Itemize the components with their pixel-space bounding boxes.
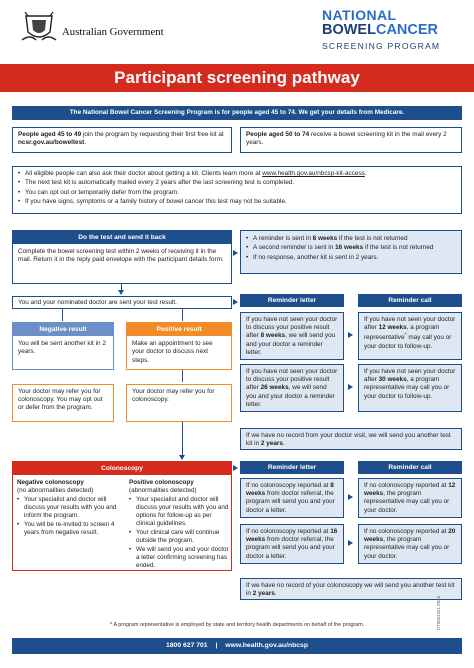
program-logo	[322, 8, 462, 54]
reminder-letter-8wk: If you have not seen your doctor to discuss your positive result after 8 weeks, we will send you and your doctor a reminder letter.	[240, 312, 344, 360]
do-test-heading: Do the test and send it back	[13, 231, 231, 244]
positive-colonoscopy-bullet: • We will send you and your doctor a letter confirming screening has ended.	[129, 546, 229, 570]
info-bullet-kit-access: • All eligible people can also ask their doctor about getting a kit. Clients learn more at www.health.gov.au/nbcsp-kit-access.	[18, 170, 456, 178]
positive-colonoscopy-bullet: • Your specialist and doctor will discuss your results with you and options for follow-up as per clinical guidelines.	[129, 496, 229, 528]
do-test-box	[12, 230, 232, 284]
negative-result-body: You will be sent another kit in 2 years.	[18, 340, 106, 356]
arrow-letter-to-call	[348, 540, 353, 546]
flow-line	[182, 370, 183, 382]
age-50-74-label: People aged 50 to 74	[246, 131, 310, 138]
age-45-49-box	[12, 127, 232, 153]
gov-crest-icon	[20, 10, 58, 48]
info-bullet-symptoms: • If you have signs, symptoms or a family history of bowel cancer this test may not be suitable.	[18, 198, 456, 206]
arrow-to-reminder-letter-2	[233, 465, 238, 471]
age-45-49-end: .	[84, 139, 87, 147]
reminder-call-1-heading: Reminder call	[358, 294, 462, 307]
age-50-74-text: receive a bowel screening kit in the mail every 2 years.	[246, 131, 447, 147]
do-test-body: Complete the bowel screening test within 2 weeks of receiving it in the mail. Return it in the reply paid envelope with the participant details form.	[18, 248, 224, 264]
flow-line	[182, 309, 183, 321]
negative-colonoscopy	[17, 479, 121, 538]
reminder-call-12wk: If you have not seen your doctor after 12 weeks, a program representative^ may call you or your doctor to follow-up.	[358, 312, 462, 360]
positive-colonoscopy	[129, 479, 229, 571]
positive-colonoscopy-bullet: • Your clinical care will continue outside the program.	[129, 529, 229, 545]
footnote: ^ A program representative is employed by state and territory health departments on behalf of the program.	[109, 622, 365, 628]
reminder-letter-2-heading: Reminder letter	[240, 461, 344, 474]
positive-result-box	[126, 322, 232, 370]
kit-reminders-box	[240, 230, 462, 274]
page-title: Participant screening pathway	[114, 68, 360, 87]
gov-label: Australian Government	[62, 26, 164, 38]
document-code: DT0004261 0825	[436, 596, 441, 630]
program-logo-line2: BOWEL	[322, 22, 376, 38]
kit-reminder-1: • A reminder is sent in 8 weeks if the test is not returned	[246, 235, 456, 243]
arrow-down-colonoscopy	[179, 455, 185, 460]
negative-result-box	[12, 322, 114, 370]
age-45-49-label: People aged 45 to 49	[18, 131, 82, 138]
reminder-call-30wk: If you have not seen your doctor after 30 weeks, a program representative may call you or your doctor to follow-up.	[358, 364, 462, 412]
colonoscopy-box	[12, 461, 232, 571]
colonoscopy-call-20wk: If no colonoscopy reported at 20 weeks, the program representative may call you or your doctor.	[358, 524, 462, 564]
reminder-call-2-heading: Reminder call	[358, 461, 462, 474]
info-bullet-next-kit: • The next test kit is automatically mailed every 2 years after the last screening test is completed.	[18, 179, 456, 187]
colonoscopy-letter-8wk: If no colonoscopy reported at 8 weeks from doctor referral, the program will send you and your doctor a letter.	[240, 478, 344, 518]
no-record-doctor-box: If we have no record from your doctor visit, we will send you another test kit in 2 years.	[240, 428, 462, 450]
reminder-letter-1-heading: Reminder letter	[240, 294, 344, 307]
kit-reminder-3: • If no response, another kit is sent in 2 years.	[246, 254, 456, 262]
negative-colonoscopy-sub: (no abnormalities detected)	[17, 486, 94, 494]
positive-result-body: Make an appointment to see your doctor to discuss next steps.	[132, 340, 213, 364]
intro-banner: The National Bowel Cancer Screening Program is for people aged 45 to 74. We get your details from Medicare.	[12, 106, 462, 120]
flow-line	[62, 309, 63, 321]
arrow-letter-to-call	[348, 494, 353, 500]
positive-result-heading: Positive result	[127, 323, 231, 336]
info-bullet-opt-out: • You can opt out or temporarily defer from the program.	[18, 189, 456, 197]
no-refer-box: Your doctor may refer you for colonoscopy. You may opt out or defer from the program.	[12, 384, 114, 422]
arrow-down-result	[118, 290, 124, 295]
colonoscopy-letter-16wk: If no colonoscopy reported at 16 weeks from doctor referral, the program will send you and your doctor a letter.	[240, 524, 344, 564]
footer-divider: |	[215, 642, 218, 649]
negative-colonoscopy-title: Negative colonoscopy	[17, 479, 84, 486]
colonoscopy-call-12wk: If no colonoscopy reported at 12 weeks, the program representative may call you or your doctor.	[358, 478, 462, 518]
negative-colonoscopy-bullet: • Your specialist and doctor will discuss your results with you and inform the program.	[17, 496, 121, 520]
title-bar	[0, 64, 474, 92]
footer-url[interactable]: www.health.gov.au/nbcsp	[225, 642, 308, 649]
flow-line	[182, 422, 183, 456]
negative-result-heading: Negative result	[13, 323, 113, 336]
no-record-colonoscopy-box: If we have no record of your colonoscopy we will send you another test kit in 2 years.	[240, 578, 462, 600]
age-50-74-box	[240, 127, 462, 153]
arrow-letter-to-call	[348, 384, 353, 390]
arrow-to-kit-reminders	[233, 250, 238, 256]
colonoscopy-heading: Colonoscopy	[13, 462, 231, 475]
program-logo-line3: SCREENING PROGRAM	[322, 41, 441, 51]
ncsr-link[interactable]: ncsr.gov.au/boweltest	[18, 139, 85, 147]
program-logo-line1: NATIONAL	[322, 7, 397, 23]
footer-bar	[12, 638, 462, 654]
arrow-to-reminder-letter	[233, 299, 238, 305]
eligibility-info-box	[12, 166, 462, 214]
age-45-49-text: join the program by requesting their first free kit at	[81, 131, 224, 138]
reminder-letter-26wk: If you have not seen your doctor to discuss your positive result after 26 weeks, we will send you and your doctor a reminder letter.	[240, 364, 344, 412]
negative-colonoscopy-bullet: • You will be re-invited to screen 4 years from negative result.	[17, 521, 121, 537]
refer-box: Your doctor may refer you for colonoscopy.	[126, 384, 232, 422]
positive-colonoscopy-title: Positive colonoscopy	[129, 479, 194, 486]
footer-phone[interactable]: 1800 627 701	[166, 642, 208, 649]
positive-colonoscopy-sub: (abnormalities detected)	[129, 486, 197, 494]
program-logo-line2b: CANCER	[375, 22, 438, 38]
kit-reminder-2: • A second reminder is sent in 16 weeks if the test is not returned	[246, 244, 456, 252]
kit-access-link[interactable]: www.health.gov.au/nbcsp-kit-access	[262, 170, 365, 177]
arrow-letter-to-call	[348, 332, 353, 338]
result-sent-box: You and your nominated doctor are sent your test result.	[12, 296, 232, 309]
